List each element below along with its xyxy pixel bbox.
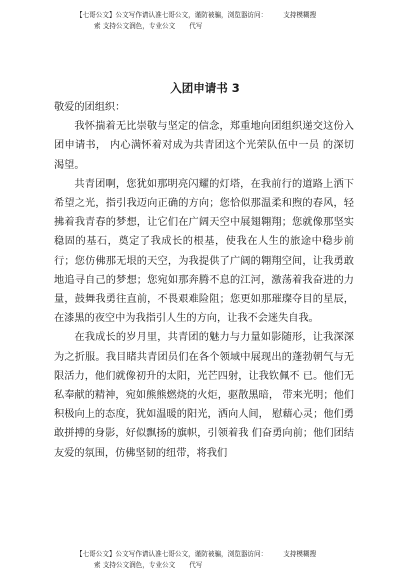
header-line-1 [76,10,376,21]
footer-line-1 [76,549,376,560]
footer-notice: 【七哥公文】公文写作请认准七哥公文，谨防被骗，浏览器访问： [76,550,268,558]
salutation: 敬爱的团组织： [54,102,126,113]
document-title: 入团申请书 3 [170,81,240,95]
paragraph-1: 我怀揣着无比崇敬与坚定的信念，郑重地向团组织递交这份入团申请书， 内心满怀着对成为共青团这个光荣队伍中一员 的深切渴望。 [54,121,354,171]
page-footer [76,549,376,571]
header-notice: 【七哥公文】公文写作请认准七哥公文，谨防被骗，浏览器访问： [76,11,268,19]
footer-service: 索 支持公文润色，专业公文 [94,561,176,569]
footer-line-2 [76,560,376,571]
header-search-hint: 支持模糊搜 [283,11,317,19]
paragraph-3: 在我成长的岁月里，共青团的魅力与力量如影随形，让我深深为之折服。我目睹共青团员们在各个领域中展现出的蓬勃朝气与无限活力，他们就像初升的太阳，光芒四射，让我钦佩不 已。他们无私奉献的精神，宛如熊熊燃烧的火炬，驱散黑暗， 带来光明；他们积极向上的态度，犹如温暖的阳光，洒向人间， 慰藉心灵；他们勇敢拼搏的身影，好似飘扬的旗帜，引领着我 们奋勇向前；他们团结友爱的氛围，仿佛坚韧的纽带，将我们 [54,332,354,459]
document-body [54,98,354,463]
paragraph-2: 共青团啊，您犹如那明亮闪耀的灯塔，在我前行的道路上洒下希望之光，指引我迈向正确的方向；您恰似那温柔和煦的春风，轻拂着我青春的梦想，让它们在广阔天空中展翅翱翔；您就像那坚实稳固的基石，奠定了我成长的根基，使我在人生的旅途中稳步前行；您仿佛那无垠的天空，为我提供了广阔的翱翔空间，让我勇敢地追寻自己的梦想；您宛如那奔腾不息的江河，激荡着我奋进的力量，鼓舞我勇往直前，不畏艰难险阻；您更如那璀璨夺目的星辰，在漆黑的夜空中为我指引人生的方向，让我不会迷失自我。 [54,178,354,325]
page-header [76,10,376,32]
footer-writing: 代写 [189,561,203,569]
footer-search-hint: 支持模糊搜 [283,550,317,558]
header-writing: 代写 [189,22,203,30]
header-service: 索 支持公文润色，专业公文 [94,22,176,30]
header-line-2 [76,21,376,32]
